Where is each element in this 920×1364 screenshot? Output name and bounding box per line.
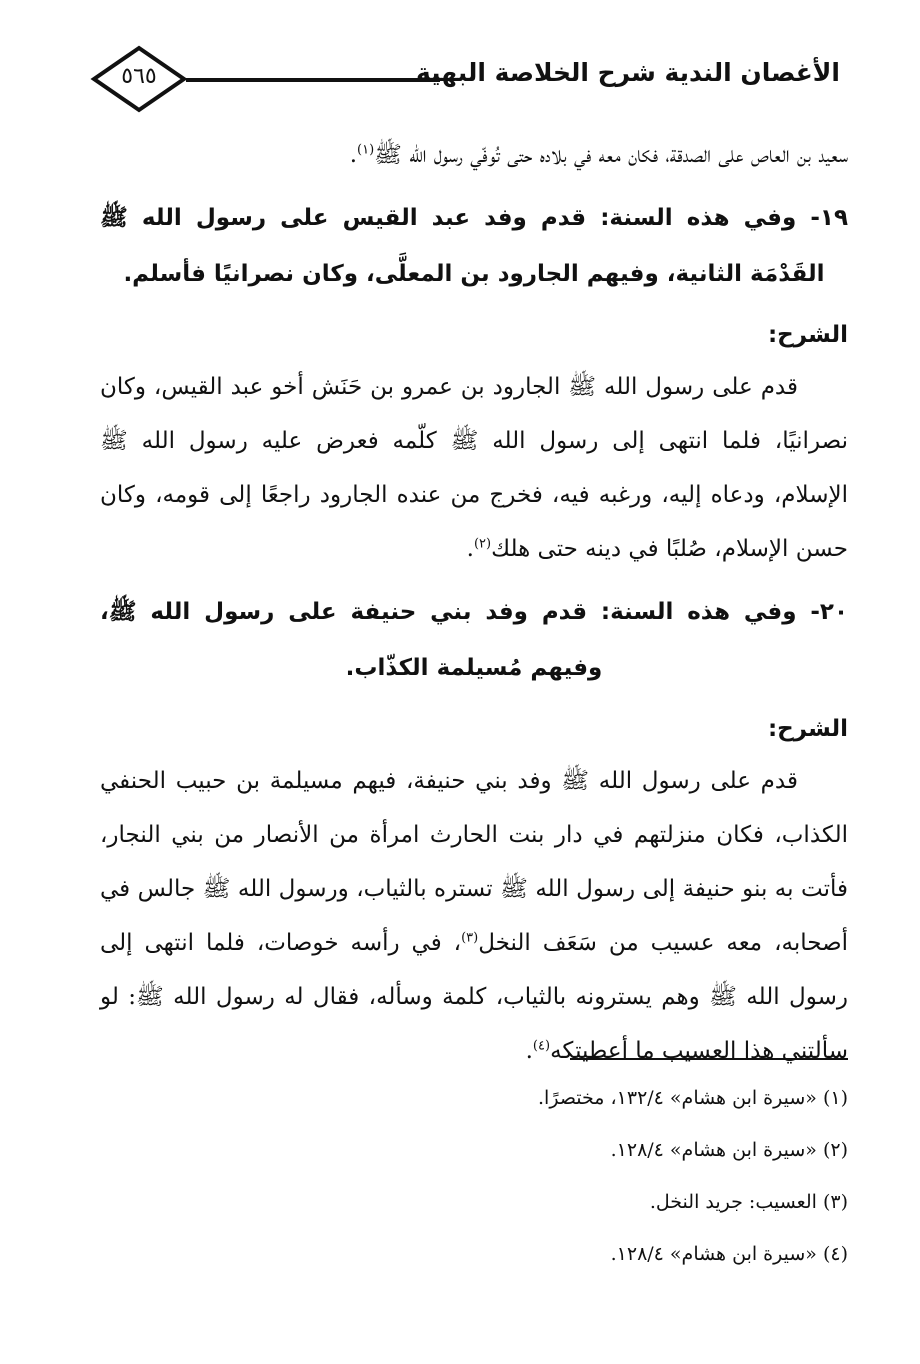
sharh-paragraph-1-text: قدم على رسول الله ﷺ الجارود بن عمرو بن حَنَش أخو عبد القيس، وكان نصرانيًا، فلما انتهى إلى رسول الله ﷺ كلّمه فعرض عليه رسول الله ﷺ الإسلام، ودعاه إليه، ورغبه فيه، فخرج من عنده الجارود راجعًا إلى قومه، وكان حسن الإسلام، صُلبًا في دينه حتى هلك (100, 374, 848, 562)
section-heading-20: ٢٠- وفي هذه السنة: قدم وفد بني حنيفة على رسول الله ﷺ، وفيهم مُسيلمة الكذّاب. (100, 599, 848, 681)
footnote-ref-2: (٢) (473, 536, 492, 552)
footnote: (٢) «سيرة ابن هشام» ١٢٨/٤. (610, 1139, 848, 1161)
section-heading-19: ١٩- وفي هذه السنة: قدم وفد عبد القيس على رسول الله ﷺ القَدْمَة الثانية، وفيهم الجارود بن المعلَّى، وكان نصرانيًا فأسلم. (100, 205, 848, 287)
header-rule (186, 78, 440, 82)
sharh-paragraph-2-text-a: قدم على رسول الله ﷺ وفد بني حنيفة، فيهم مسيلمة بن حبيب الحنفي الكذاب، فكان منزلتهم في دار بنت الحارث امرأة من الأنصار من بني النجار، فأتت به بنو حنيفة إلى رسول الله ﷺ تستره بالثياب، ورسول الله ﷺ جالس في أصحابه، معه عسيب من سَعَف النخل (100, 768, 848, 956)
sharh-paragraph-1: قدم على رسول الله ﷺ الجارود بن عمرو بن حَنَش أخو عبد القيس، وكان نصرانيًا، فلما انتهى إلى رسول الله ﷺ كلّمه فعرض عليه رسول الله ﷺ الإسلام، ودعاه إليه، ورغبه فيه، فخرج من عنده الجارود راجعًا إلى قومه، وكان حسن الإسلام، صُلبًا في دينه حتى هلك$^{(٢)}$. (100, 374, 848, 562)
intro-line-text: سعيد بن العاص على الصدقة، فكان معه في بلاده حتى تُوفّي رسول الله ﷺ (374, 142, 848, 168)
sharh-label: الشرح: (767, 716, 848, 742)
page-header (90, 44, 840, 114)
page-number-badge (90, 44, 188, 114)
footnotes (100, 1072, 848, 1280)
page-number: ٥٦٥ (121, 64, 157, 89)
footnote-ref-3: (٣) (461, 930, 479, 946)
sharh-paragraph-2-text-b: ، في رأسه خوصات، فلما انتهى إلى رسول الله ﷺ وهم يسترونه بالثياب، كلمة وسأله، فقال له رسول الله ﷺ: لو سألتني هذا العسيب ما أعطيتكه (100, 930, 848, 1064)
footnote-separator (570, 1058, 848, 1060)
sharh-label: الشرح: (767, 322, 848, 348)
footnote-ref-4: (٤) (532, 1038, 551, 1054)
main-text (100, 128, 848, 1078)
footnote-ref-1: (١) (357, 142, 375, 158)
footnote: (٣) العسيب: جريد النخل. (649, 1191, 848, 1213)
running-title: الأغصان الندية شرح الخلاصة البهية (415, 58, 840, 87)
intro-line: سعيد بن العاص على الصدقة، فكان معه في بلاده حتى تُوفّي رسول الله ﷺ$^{(١)}$. (349, 142, 848, 168)
footnote: (١) «سيرة ابن هشام» ١٣٢/٤، مختصرًا. (538, 1087, 848, 1109)
footnote: (٤) «سيرة ابن هشام» ١٢٨/٤. (610, 1243, 848, 1265)
sharh-paragraph-2: قدم على رسول الله ﷺ وفد بني حنيفة، فيهم مسيلمة بن حبيب الحنفي الكذاب، فكان منزلتهم في دار بنت الحارث امرأة من الأنصار من بني النجار، فأتت به بنو حنيفة إلى رسول الله ﷺ تستره بالثياب، ورسول الله ﷺ جالس في أصحابه، معه عسيب من سَعَف النخل$^{(٣)}$، في رأسه خوصات، فلما انتهى إلى رسول الله ﷺ وهم يسترونه بالثياب، كلمة وسأله، فقال له رسول الله ﷺ: لو سألتني هذا العسيب ما أعطيتكه$^{(٤)}$. (100, 768, 848, 1064)
